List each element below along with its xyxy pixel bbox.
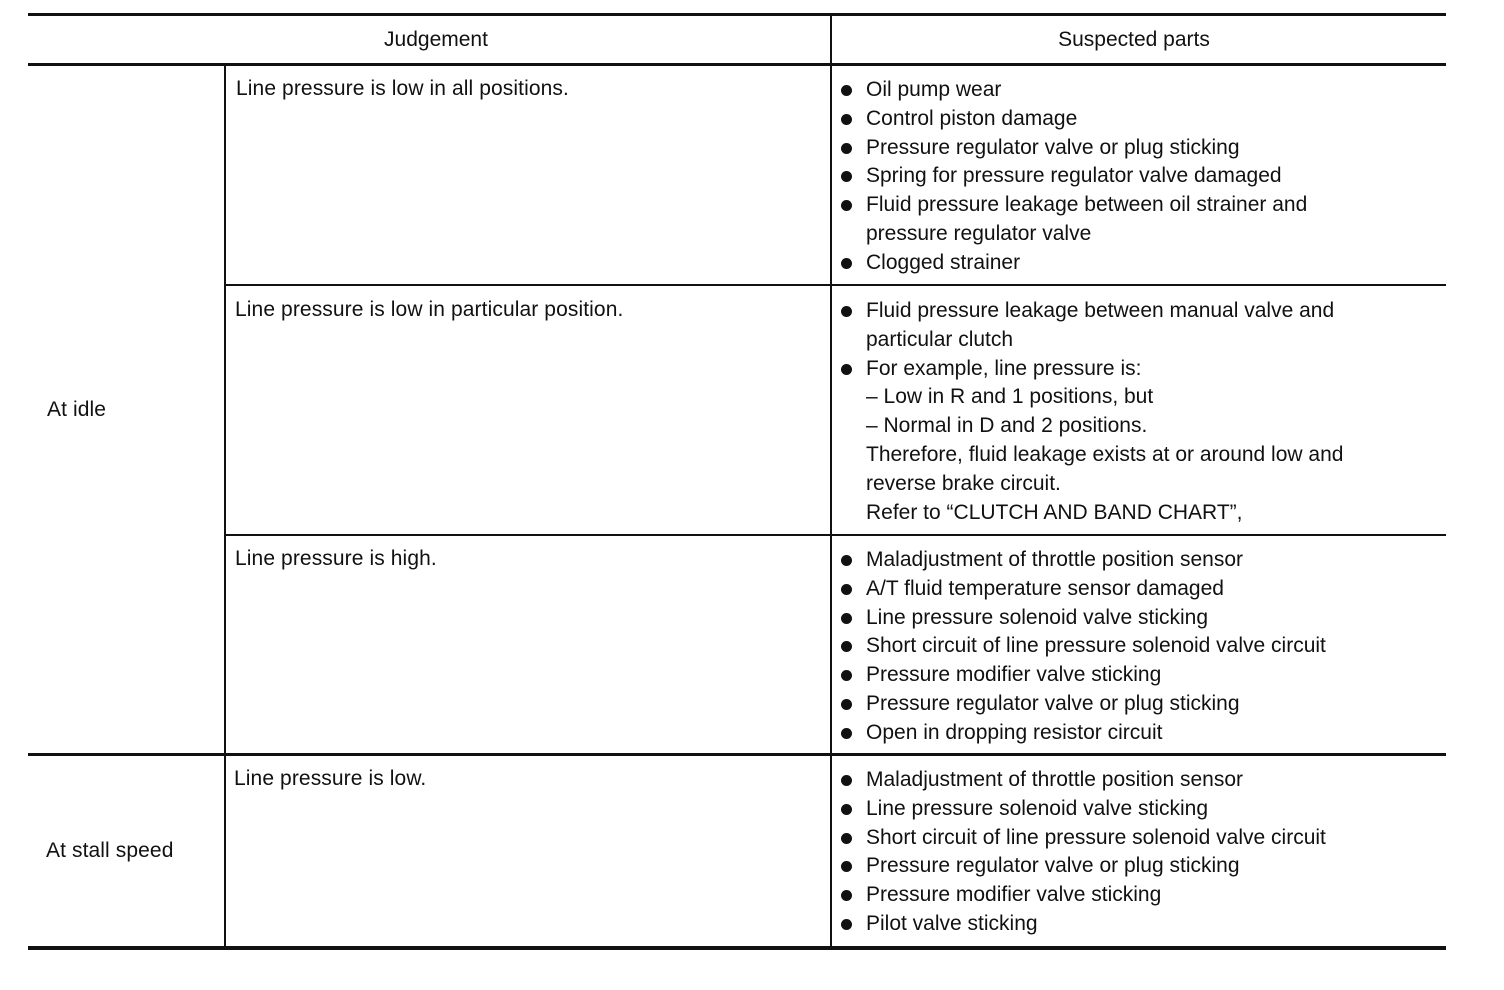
group-divider bbox=[28, 753, 1446, 756]
list-item: Short circuit of line pressure solenoid valve circuit bbox=[838, 632, 1438, 661]
suspected-parts-list bbox=[838, 766, 1438, 939]
list-item: Pressure regulator valve or plug sticking bbox=[838, 690, 1438, 719]
group-label-at-idle: At idle bbox=[47, 398, 107, 421]
suspected-parts-list bbox=[838, 546, 1438, 748]
list-item-continuation: particular clutch bbox=[866, 327, 1014, 351]
list-item: Line pressure solenoid valve sticking bbox=[838, 795, 1438, 824]
list-item-continuation: pressure regulator valve bbox=[866, 221, 1092, 245]
column-divider bbox=[224, 63, 226, 950]
list-item: Fluid pressure leakage between oil strainer and bbox=[838, 191, 1438, 220]
list-item: Oil pump wear bbox=[838, 76, 1438, 105]
header-judgement: Judgement bbox=[384, 28, 488, 51]
list-item: Line pressure solenoid valve sticking bbox=[838, 604, 1438, 633]
list-item: Clogged strainer bbox=[838, 249, 1438, 278]
list-item-continuation: Refer to “CLUTCH AND BAND CHART”, bbox=[866, 500, 1243, 524]
list-item: Maladjustment of throttle position sensor bbox=[838, 766, 1438, 795]
list-item: Short circuit of line pressure solenoid valve circuit bbox=[838, 824, 1438, 853]
list-subitem: – Low in R and 1 positions, but bbox=[866, 385, 1154, 409]
list-item: Pressure regulator valve or plug sticking bbox=[838, 134, 1438, 163]
list-item-continuation: Therefore, fluid leakage exists at or around low and bbox=[866, 442, 1344, 466]
list-item: Pressure regulator valve or plug sticking bbox=[838, 852, 1438, 881]
header-suspected-parts: Suspected parts bbox=[1058, 28, 1210, 51]
row-divider bbox=[225, 284, 1446, 286]
row-divider bbox=[225, 534, 1446, 536]
judgement-cell: Line pressure is low in all positions. bbox=[236, 77, 569, 100]
list-item: Maladjustment of throttle position sensor bbox=[838, 546, 1438, 575]
list-item: Pressure modifier valve sticking bbox=[838, 661, 1438, 690]
list-item: Pilot valve sticking bbox=[838, 910, 1438, 939]
group-label-at-stall-speed: At stall speed bbox=[46, 839, 174, 862]
judgement-cell: Line pressure is low in particular position. bbox=[235, 298, 624, 321]
list-item: Open in dropping resistor circuit bbox=[838, 719, 1438, 748]
header-divider bbox=[28, 63, 1446, 66]
judgement-cell: Line pressure is low. bbox=[234, 767, 427, 790]
list-item: Control piston damage bbox=[838, 105, 1438, 134]
list-subitem: – Normal in D and 2 positions. bbox=[866, 414, 1148, 438]
list-item: A/T fluid temperature sensor damaged bbox=[838, 575, 1438, 604]
bottom-border bbox=[28, 946, 1446, 950]
top-border bbox=[28, 13, 1446, 16]
list-item: Fluid pressure leakage between manual valve and bbox=[838, 297, 1438, 326]
column-divider bbox=[830, 13, 832, 950]
list-item: Spring for pressure regulator valve damaged bbox=[838, 162, 1438, 191]
suspected-parts-list bbox=[838, 297, 1438, 527]
list-item: For example, line pressure is: bbox=[838, 355, 1438, 384]
judgement-cell: Line pressure is high. bbox=[235, 547, 437, 570]
list-item: Pressure modifier valve sticking bbox=[838, 881, 1438, 910]
list-item-continuation: reverse brake circuit. bbox=[866, 471, 1061, 495]
suspected-parts-list bbox=[838, 76, 1438, 278]
